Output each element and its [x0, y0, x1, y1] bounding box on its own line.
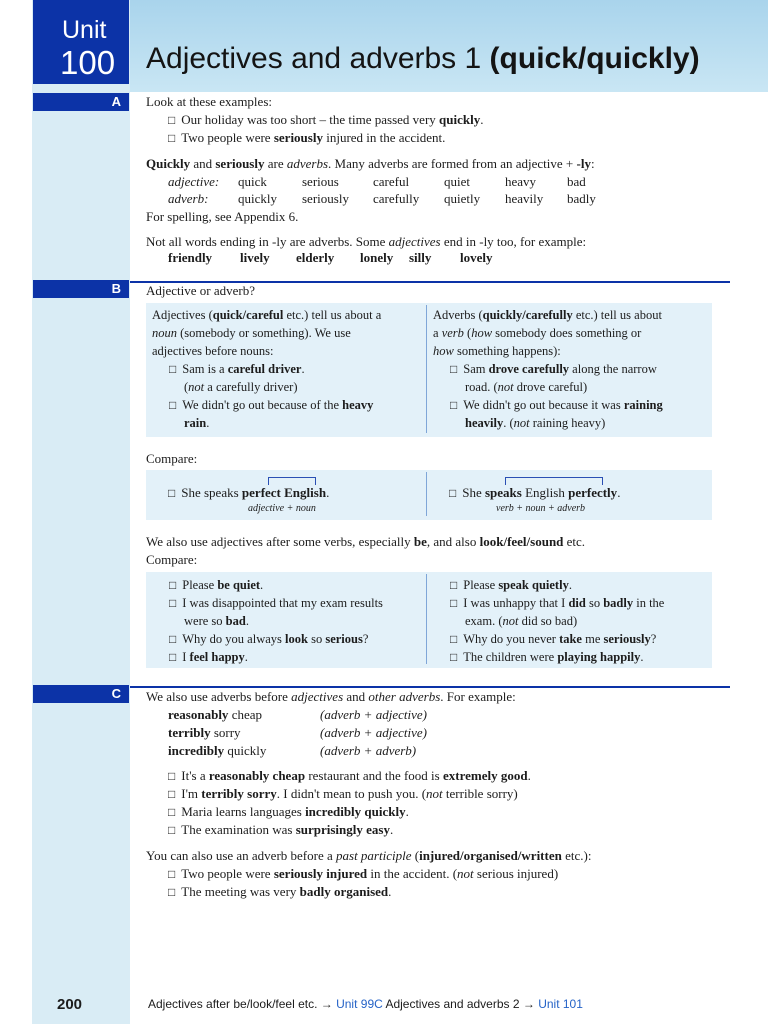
- a-paragraph-2: Not all words ending in -ly are adverbs. Some adjectives end in -ly too, for example:: [146, 234, 587, 249]
- adj-word-1: quick: [238, 174, 267, 189]
- adj-word-6: bad: [567, 174, 586, 189]
- section-tab-b: B: [33, 280, 129, 298]
- verb-adverb-bracket: [505, 477, 603, 485]
- section-tab-a: A: [33, 93, 129, 111]
- c-row-2: terribly sorry: [168, 725, 241, 740]
- adverb-label: adverb:: [168, 191, 209, 206]
- compare-divider-2: [426, 574, 427, 664]
- c-row-2-note: (adverb + adjective): [320, 725, 427, 740]
- c-example-5: □ Two people were seriously injured in the accident. (not serious injured): [168, 866, 558, 882]
- ly-adj-3: elderly: [296, 250, 335, 265]
- page-number: 200: [57, 996, 83, 1013]
- unit-number: 100: [60, 44, 116, 81]
- c-example-2: □ I'm terribly sorry. I didn't mean to push you. (not terrible sorry): [168, 786, 518, 802]
- ly-adj-4: lonely: [360, 250, 394, 265]
- c-example-6: □ The meeting was very badly organised.: [168, 884, 391, 900]
- b-compare-label-2: Compare:: [146, 552, 198, 567]
- b-compare-left-list: □ Please be quiet. □ I was disappointed that my exam results were so bad. □ Why do you always look so serious? □ I feel happy.: [152, 576, 383, 666]
- c-paragraph-2: You can also use an adverb before a past participle (injured/organised/written etc.):: [146, 848, 592, 863]
- footer-cross-references: Adjectives after be/look/feel etc. → Unit 99C Adjectives and adverbs 2 → Unit 101: [148, 997, 583, 1011]
- link-unit-101[interactable]: Unit 101: [538, 997, 583, 1011]
- ly-adj-2: lively: [240, 250, 270, 265]
- a-example-1: □ Our holiday was too short – the time passed very quickly.: [168, 112, 483, 128]
- adj-word-3: careful: [373, 174, 410, 189]
- adjective-label: adjective:: [168, 174, 220, 189]
- compare-right-example: □ She speaks English perfectly.: [449, 485, 620, 501]
- b-compare-right-list: □ Please speak quietly. □ I was unhappy that I did so badly in the exam. (not did so bad) □ Why do you never take me seriously? □ The children were playing happily.: [433, 576, 664, 666]
- compare-divider: [426, 472, 427, 516]
- a-paragraph-1: Quickly and seriously are adverbs. Many adverbs are formed from an adjective + -ly:: [146, 156, 595, 171]
- ly-adj-5: silly: [409, 250, 432, 265]
- spelling-note: For spelling, see Appendix 6.: [146, 209, 299, 224]
- c-example-3: □ Maria learns languages incredibly quickly.: [168, 804, 409, 820]
- adv-word-2: seriously: [302, 191, 349, 206]
- a-example-2: □ Two people were seriously injured in the accident.: [168, 130, 445, 146]
- b-compare-label: Compare:: [146, 451, 198, 466]
- adj-noun-label: adjective + noun: [248, 503, 316, 514]
- link-unit-99c[interactable]: Unit 99C: [336, 997, 383, 1011]
- section-c-rule: [130, 686, 730, 688]
- adv-word-6: badly: [567, 191, 596, 206]
- b-left-column: Adjectives (quick/careful etc.) tell us about a noun (somebody or something). We use adjectives before nouns: □ Sam is a careful driver. (not a carefully driver) □ We didn't go out because of the heavy rain.: [152, 306, 381, 432]
- compare-left-example: □ She speaks perfect English.: [168, 485, 329, 501]
- c-example-4: □ The examination was surprisingly easy.: [168, 822, 393, 838]
- title-main: Adjectives and adverbs 1: [146, 42, 490, 75]
- title-paren: (quick/quickly): [489, 42, 700, 75]
- c-row-1: reasonably cheap: [168, 707, 262, 722]
- section-tab-c: C: [33, 685, 129, 703]
- verb-noun-adverb-label: verb + noun + adverb: [496, 503, 586, 514]
- ly-adj-1: friendly: [168, 250, 213, 265]
- b-paragraph-3: We also use adjectives after some verbs, especially be, and also look/feel/sound etc.: [146, 534, 586, 549]
- unit-label: Unit: [62, 16, 107, 44]
- adj-noun-bracket: [268, 477, 316, 485]
- adj-word-5: heavy: [505, 174, 537, 189]
- page-title: [146, 42, 700, 76]
- ly-adj-6: lovely: [460, 250, 493, 265]
- c-row-3: incredibly quickly: [168, 743, 267, 758]
- b-intro: Adjective or adverb?: [146, 283, 256, 298]
- unit-badge: [33, 0, 129, 84]
- c-example-1: □ It's a reasonably cheap restaurant and the food is extremely good.: [168, 768, 531, 784]
- c-row-1-note: (adverb + adjective): [320, 707, 427, 722]
- adv-word-1: quickly: [238, 191, 277, 206]
- adv-word-3: carefully: [373, 191, 420, 206]
- adj-word-4: quiet: [444, 174, 470, 189]
- c-row-3-note: (adverb + adverb): [320, 743, 417, 758]
- adv-word-5: heavily: [505, 191, 544, 206]
- b-box-divider: [426, 305, 427, 433]
- adj-word-2: serious: [302, 174, 339, 189]
- adv-word-4: quietly: [444, 191, 481, 206]
- b-right-column: Adverbs (quickly/carefully etc.) tell us about a verb (how somebody does something or how something happens): □ Sam drove carefully along the narrow road. (not drove careful) □ We didn't go out because it was raining heavily. (not raining heavy): [433, 306, 663, 432]
- c-intro: We also use adverbs before adjectives and other adverbs. For example:: [146, 689, 516, 704]
- left-margin-band: [32, 0, 130, 1024]
- a-intro: Look at these examples:: [146, 94, 272, 109]
